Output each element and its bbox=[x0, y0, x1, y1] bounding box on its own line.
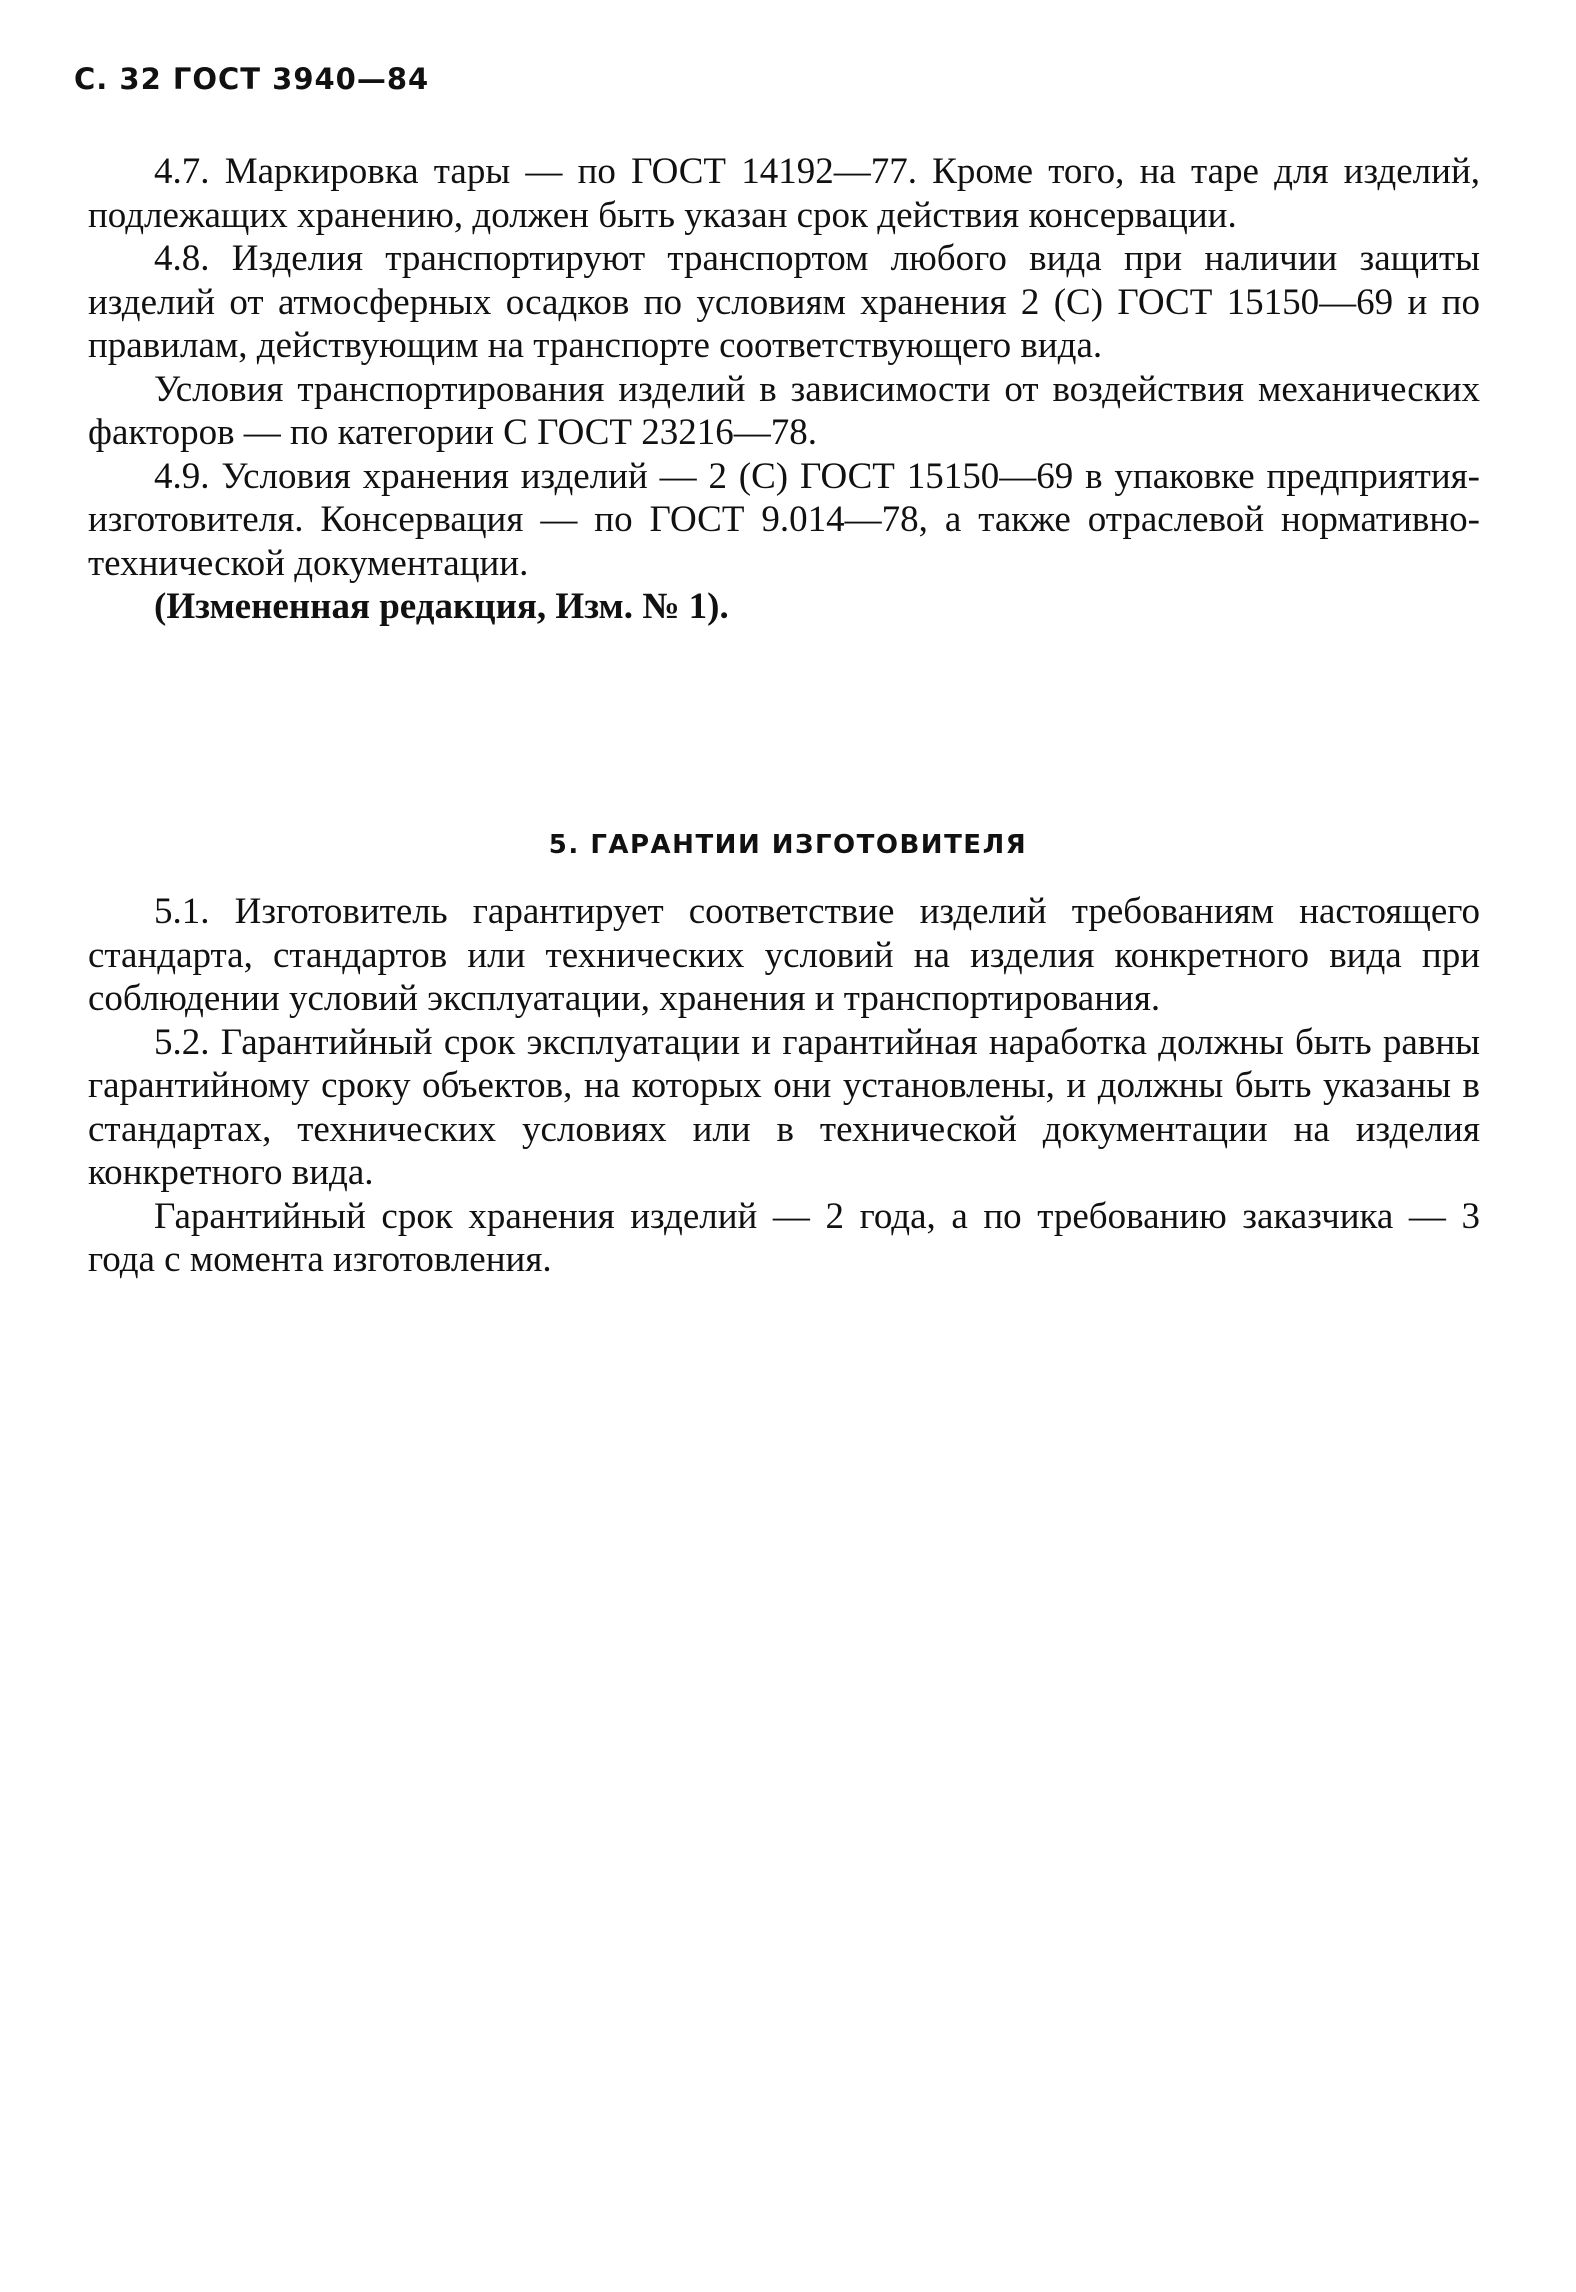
paragraph-4-9: 4.9. Условия хранения изделий — 2 (С) ГОСТ 15150—69 в упаковке предприятия-изготовителя. Консервация — по ГОСТ 9.014—78, а также отраслевой нормативно-технической документации. bbox=[88, 455, 1480, 584]
paragraph-4-8: 4.8. Изделия транспортируют транспортом любого вида при наличии защиты изделий от атмосферных осадков по условиям хранения 2 (С) ГОСТ 15150—69 и по правилам, действующим на транспорте соответствующего вида. bbox=[88, 238, 1480, 366]
paragraph-5-2: 5.2. Гарантийный срок эксплуатации и гарантийная наработка должны быть равны гарантийному сроку объектов, на которых они установлены, и должны быть указаны в стандартах, технических условиях или в технической документации на изделия конкретного вида. bbox=[88, 1021, 1480, 1193]
amendment-note: (Измененная редакция, Изм. № 1). bbox=[154, 586, 729, 627]
running-header: С. 32 ГОСТ 3940—84 bbox=[74, 62, 430, 96]
section-5-text bbox=[88, 890, 1480, 1282]
section-4-text bbox=[88, 150, 1480, 629]
paragraph-5-1: 5.1. Изготовитель гарантирует соответствие изделий требованиям настоящего стандарта, стандартов или технических условий на изделия конкретного вида при соблюдении условий эксплуатации, хранения и транспортирования. bbox=[88, 891, 1480, 1019]
section-5-heading: 5. ГАРАНТИИ ИЗГОТОВИТЕЛЯ bbox=[548, 830, 1028, 860]
paragraph-5-2-storage-warranty: Гарантийный срок хранения изделий — 2 года, а по требованию заказчика — 3 года с момента изготовления. bbox=[88, 1195, 1480, 1280]
paragraph-4-8-transport-conditions: Условия транспортирования изделий в зависимости от воздействия механических факторов — по категории С ГОСТ 23216—78. bbox=[88, 368, 1480, 453]
paragraph-4-7: 4.7. Маркировка тары — по ГОСТ 14192—77. Кроме того, на таре для изделий, подлежащих хранению, должен быть указан срок действия консервации. bbox=[88, 151, 1480, 236]
